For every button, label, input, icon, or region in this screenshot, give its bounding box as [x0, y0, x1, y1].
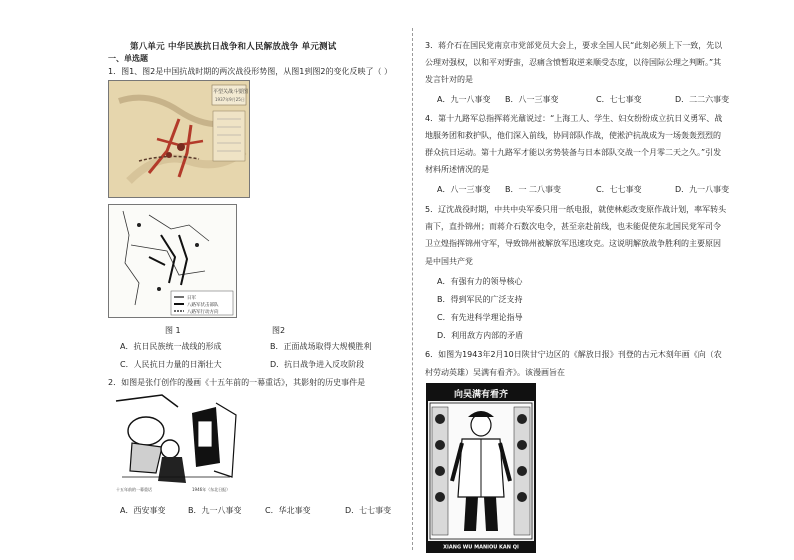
q2-cartoon — [112, 393, 240, 495]
q1-option-d[interactable]: D．抗日战争进入反攻阶段 — [270, 360, 365, 369]
section-heading: 一、单选题 — [108, 54, 148, 63]
q1-stem: 1．图1、图2是中国抗战时期的两次战役形势图，从图1到图2的变化反映了（ ） — [108, 67, 392, 76]
q5-line-2: 南下，直扑锦州；而蒋介石数次电令，甚至亲赴前线，也未能促使东北国民党军司令 — [425, 222, 721, 231]
q3-line-3: 发言针对的是 — [425, 75, 473, 84]
cartoon-credit: 1946年（东北日报） — [192, 487, 231, 492]
q1-option-c[interactable]: C．人民抗日力量的日渐壮大 — [120, 360, 222, 369]
q3-option-a[interactable]: A．九一八事变 — [437, 95, 491, 104]
q4-option-d[interactable]: D．九一八事变 — [675, 185, 730, 194]
map2-legend-2: 八路军伏击部队 — [187, 303, 219, 308]
q4-option-a[interactable]: A．八一三事变 — [437, 185, 491, 194]
figure2-caption: 图2 — [272, 326, 286, 335]
q6-line-2: 村劳动英雄）吴满有看齐》。该漫画旨在 — [425, 368, 565, 377]
q4-line-2: 地服务团和救护队，他们深入前线，协同部队作战，使淞沪抗战成为一场轰轰烈烈的 — [425, 131, 721, 140]
q6-woodcut-print — [426, 383, 536, 553]
q3-option-c[interactable]: C．七七事变 — [596, 95, 642, 104]
print-top-text: 向吴满有看齐 — [453, 390, 509, 400]
figure1-caption: 图 1 — [165, 326, 181, 335]
figure1-battle-map — [108, 80, 250, 198]
q3-line-2: 公理对强权，以和平对野蛮，忍痛含愤暂取逆来顺受态度，以待国际公理之判断。”其 — [425, 58, 722, 67]
q3-option-d[interactable]: D．二二六事变 — [675, 95, 730, 104]
q2-option-c[interactable]: C．华北事变 — [265, 506, 311, 515]
column-divider — [412, 28, 413, 550]
q3-option-b[interactable]: B．八一三事变 — [505, 95, 559, 104]
q5-option-c[interactable]: C．有先进科学理论指导 — [437, 313, 523, 322]
doc-title: 第八单元 中华民族抗日战争和人民解放战争 单元测试 — [130, 42, 337, 52]
q2-option-a[interactable]: A．西安事变 — [120, 506, 166, 515]
print-bottom-text: XIANG WU MANIOU KAN QI — [443, 544, 519, 551]
q4-line-1: 4．第十九路军总指挥蒋光鼐说过：“上海工人、学生、妇女纷纷成立抗日义勇军、战 — [425, 114, 723, 123]
q6-line-1: 6．如图为1943年2月10日陕甘宁边区的《解放日报》刊登的古元木刻年画《向（农 — [425, 350, 722, 359]
q4-option-c[interactable]: C．七七事变 — [596, 185, 642, 194]
q5-option-d[interactable]: D．利用敌方内部的矛盾 — [437, 331, 524, 340]
q3-line-1: 3．蒋介石在国民党南京市党部党员大会上，要求全国人民“此刻必须上下一致，先以 — [425, 41, 723, 50]
q5-option-b[interactable]: B．得到军民的广泛支持 — [437, 295, 523, 304]
map2-legend-3: 八路军行动方向 — [187, 310, 219, 315]
woodcut-svg — [428, 385, 534, 551]
q4-option-b[interactable]: B．一 二八事变 — [505, 185, 562, 194]
q5-option-a[interactable]: A．有强有力的领导核心 — [437, 277, 523, 286]
q2-option-d[interactable]: D．七七事变 — [345, 506, 392, 515]
q1-option-a[interactable]: A．抗日民族统一战线的形成 — [120, 342, 222, 351]
q4-line-3: 群众抗日运动。第十九路军才能以劣势装备与日本部队交战一个月零二天之久。”引发 — [425, 148, 722, 157]
q2-stem: 2．如图是张仃创作的漫画《十五年前的一幕重话》，其影射的历史事件是 — [108, 378, 366, 387]
map2-legend-1: 日军 — [187, 296, 196, 301]
q5-line-3: 卫立煌指挥锦州守军，导致锦州被解放军迅速攻克。这说明解放战争胜利的主要原因 — [425, 239, 721, 248]
q5-line-1: 5．辽沈战役时期，中共中央军委只用一纸电报，就使林彪改变原作战计划，率军转头 — [425, 205, 727, 214]
map2-svg — [109, 205, 236, 317]
map1-subtitle: 1937年9月25日 — [215, 97, 245, 102]
q5-line-4: 是中国共产党 — [425, 257, 473, 266]
cartoon-caption: 十五年前的一幕重话 — [116, 487, 152, 492]
map1-svg — [109, 81, 249, 197]
map1-title: 平型关战斗要图 — [213, 89, 249, 95]
q1-option-b[interactable]: B．正面战场取得大规模胜利 — [270, 342, 372, 351]
q4-line-4: 材料所述情况的是 — [425, 165, 489, 174]
figure2-line-map — [108, 204, 237, 318]
q2-option-b[interactable]: B．九一八事变 — [188, 506, 242, 515]
cartoon-svg — [112, 393, 240, 495]
